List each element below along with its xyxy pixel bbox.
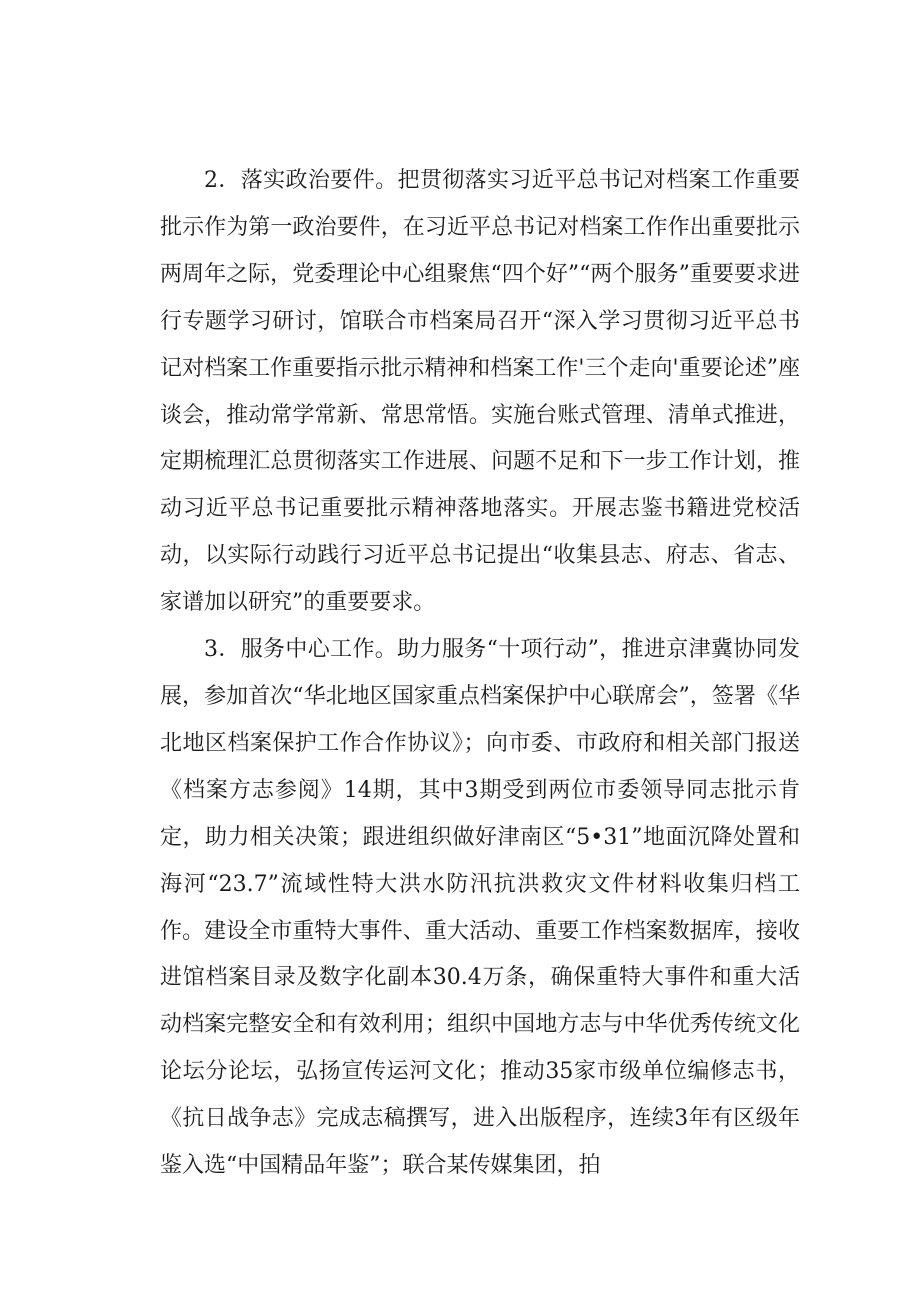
body-text xyxy=(160,158,800,1190)
paragraph-political-requirement: 2．落实政治要件。把贯彻落实习近平总书记对档案工作重要批示作为第一政治要件，在习近平总书记对档案工作作出重要批示两周年之际，党委理论中心组聚焦“四个好”“两个服务”重要要求进行专题学习研讨，馆联合市档案局召开“深入学习贯彻习近平总书记对档案工作重要指示批示精神和档案工作'三个走向'重要论述”座谈会，推动常学常新、常思常悟。实施台账式管理、清单式推进，定期梳理汇总贯彻落实工作进展、问题不足和下一步工作计划，推动习近平总书记重要批示精神落地落实。开展志鉴书籍进党校活动，以实际行动践行习近平总书记提出“收集县志、府志、省志、家谱加以研究”的重要要求。 xyxy=(160,168,800,616)
paragraph-central-work: 3．服务中心工作。助力服务“十项行动”，推进京津冀协同发展，参加首次“华北地区国家重点档案保护中心联席会”，签署《华北地区档案保护工作合作协议》；向市委、市政府和相关部门报送《档案方志参阅》14期，其中3期受到两位市委领导同志批示肯定，助力相关决策；跟进组织做好津南区“5•31”地面沉降处置和海河“23.7”流域性特大洪水防汛抗洪救灾文件材料收集归档工作。建设全市重特大事件、重大活动、重要工作档案数据库，接收进馆档案目录及数字化副本30.4万条，确保重特大事件和重大活动档案完整安全和有效利用；组织中国地方志与中华优秀传统文化论坛分论坛，弘扬宣传运河文化；推动35家市级单位编修志书，《抗日战争志》完成志稿撰写，进入出版程序，连续3年有区级年鉴入选“中国精品年鉴”；联合某传媒集团，拍 xyxy=(160,637,800,1179)
